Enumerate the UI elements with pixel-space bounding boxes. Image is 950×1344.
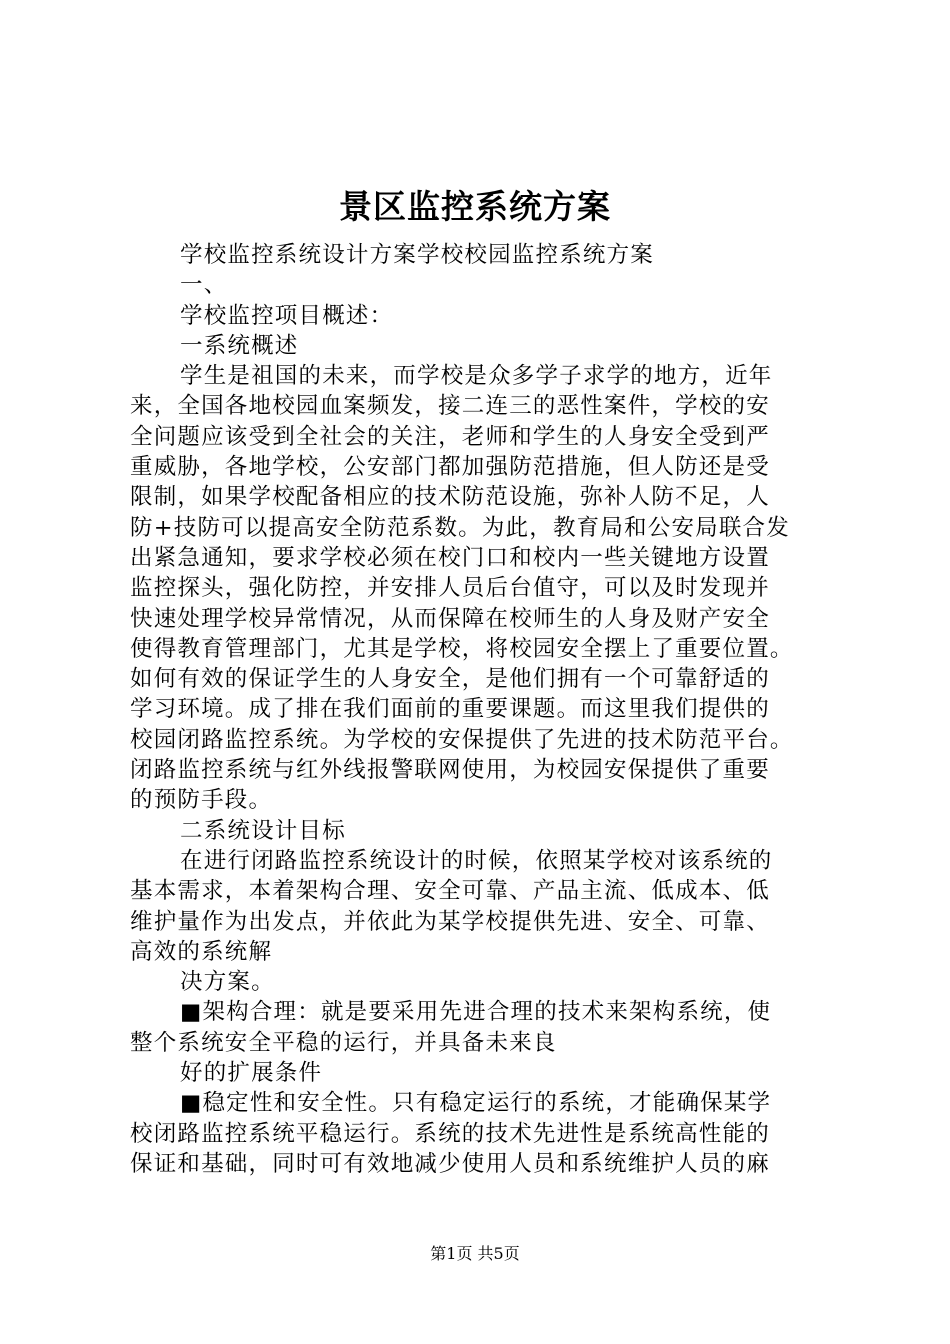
- text-line: 学校监控系统设计方案学校校园监控系统方案: [180, 242, 655, 268]
- text-line: 如何有效的保证学生的人身安全，是他们拥有一个可靠舒适的: [130, 666, 770, 693]
- text-line: 决方案。: [180, 969, 275, 996]
- text-line: 闭路监控系统与红外线报警联网使用，为校园安保提供了重要: [130, 757, 770, 784]
- text-line: 学习环境。成了排在我们面前的重要课题。而这里我们提供的: [130, 696, 770, 723]
- text-line: 来，全国各地校园血案频发，接二连三的恶性案件，学校的安: [130, 393, 770, 420]
- text-line: ■架构合理：就是要采用先进合理的技术来架构系统，使: [180, 999, 772, 1026]
- text-line: 限制，如果学校配备相应的技术防范设施，弥补人防不足，人: [130, 484, 770, 511]
- text-line: 高效的系统解: [130, 938, 273, 965]
- text-line: 整个系统安全平稳的运行，并具备未来良: [130, 1029, 557, 1056]
- text-line: 重威胁，各地学校，公安部门都加强防范措施，但人防还是受: [130, 454, 770, 481]
- text-line: 学生是祖国的未来，而学校是众多学子求学的地方，近年: [180, 363, 773, 390]
- text-line: 一、: [180, 272, 228, 299]
- text-line: 校园闭路监控系统。为学校的安保提供了先进的技术防范平台。: [130, 726, 794, 753]
- text-line: 基本需求，本着架构合理、安全可靠、产品主流、低成本、低: [130, 878, 770, 905]
- text-line: 校闭路监控系统平稳运行。系统的技术先进性是系统高性能的: [130, 1120, 770, 1147]
- text-line: 好的扩展条件: [180, 1060, 323, 1087]
- text-line: 使得教育管理部门，尤其是学校，将校园安全摆上了重要位置。: [130, 635, 794, 662]
- document-title: 景区监控系统方案: [339, 187, 611, 226]
- text-line: 的预防手段。: [130, 787, 273, 814]
- text-line: 一系统概述: [180, 332, 299, 359]
- text-line: 快速处理学校异常情况，从而保障在校师生的人身及财产安全: [130, 605, 770, 632]
- text-line: 二系统设计目标: [180, 817, 346, 844]
- text-line: 全问题应该受到全社会的关注，老师和学生的人身安全受到严: [130, 423, 770, 450]
- text-line: 保证和基础，同时可有效地减少使用人员和系统维护人员的麻: [130, 1150, 770, 1177]
- text-line: 维护量作为出发点，并依此为某学校提供先进、安全、可靠、: [130, 908, 770, 935]
- text-line: 防+技防可以提高安全防范系数。为此，教育局和公安局联合发: [130, 514, 790, 541]
- page-footer: 第1页 共5页: [430, 1244, 520, 1263]
- document-body: [130, 240, 835, 1179]
- text-line: 监控探头，强化防控，并安排人员后台值守，可以及时发现并: [130, 575, 770, 602]
- text-line: 在进行闭路监控系统设计的时候，依照某学校对该系统的: [180, 847, 773, 874]
- text-line: 出紧急通知，要求学校必须在校门口和校内一些关键地方设置: [130, 544, 770, 571]
- text-line: 学校监控项目概述：: [180, 302, 394, 329]
- text-line: ■稳定性和安全性。只有稳定运行的系统，才能确保某学: [180, 1090, 772, 1117]
